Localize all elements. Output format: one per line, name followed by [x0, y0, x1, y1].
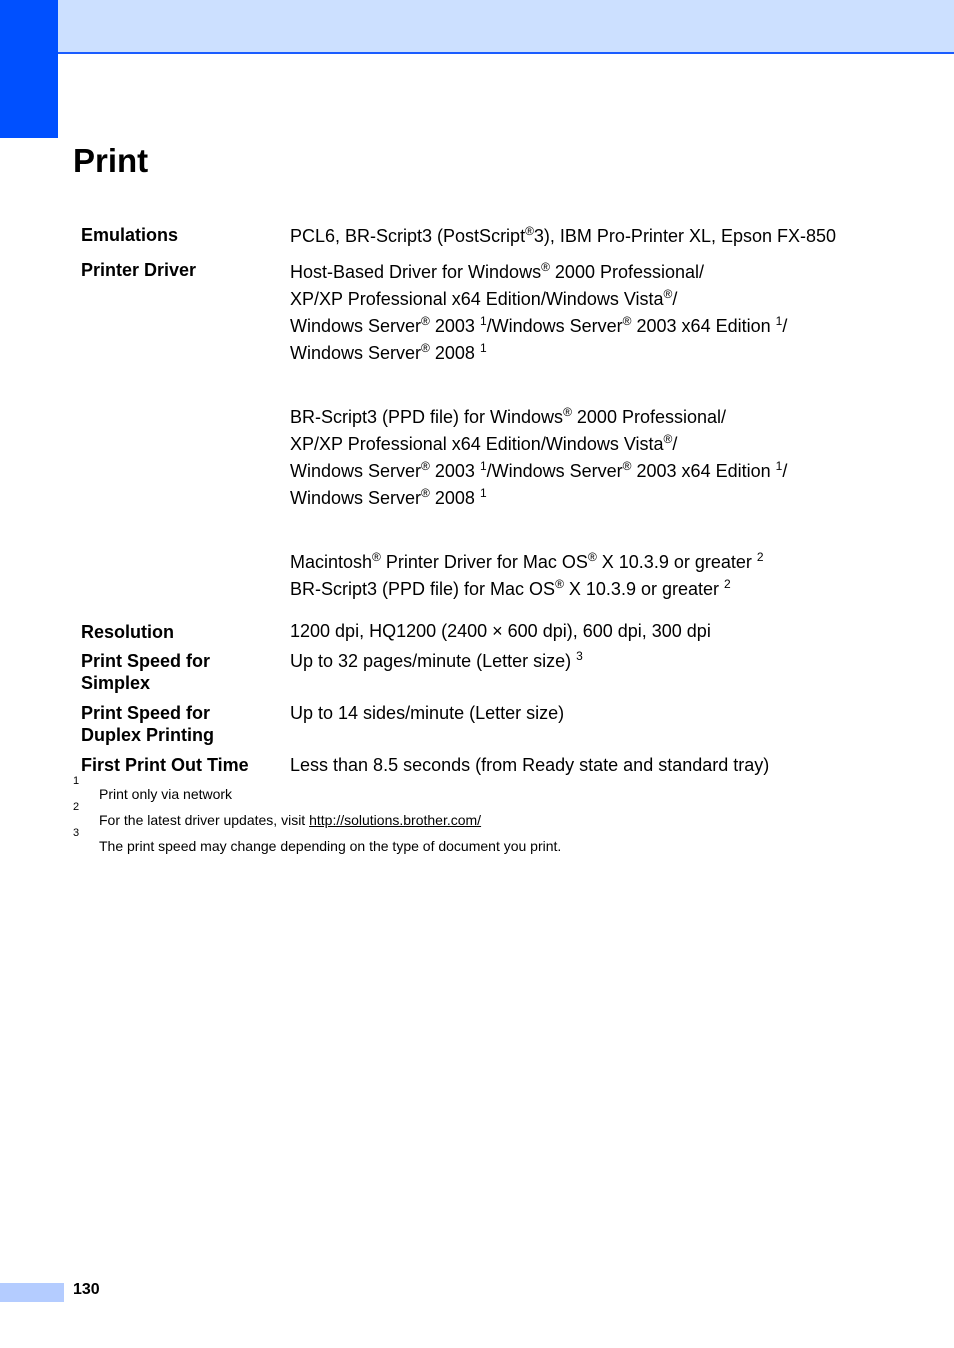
spec-row-emulations: [81, 224, 881, 259]
footnote: [73, 827, 893, 858]
spec-row-speed-duplex: [81, 702, 881, 754]
footnote-text: The print speed may change depending on the type of document you print.: [99, 838, 562, 854]
footnote-text: For the latest driver updates, visit http://solutions.brother.com/: [99, 812, 482, 828]
header-band: [58, 0, 954, 54]
spec-label: Print Speed for Simplex: [81, 651, 211, 693]
chapter-tab: [0, 0, 58, 138]
page-title: Print: [73, 142, 149, 179]
page-number: 130: [73, 1281, 100, 1298]
footnote-number: 3: [73, 827, 80, 839]
driver-group-mac: Macintosh® Printer Driver for Mac OS® X 10.3.9 or greater $^2$ BR-Script3 (PPD file) for Mac OS® X 10.3.9 or greater $^2$: [290, 550, 764, 599]
footnote-number: 1: [73, 775, 80, 787]
spec-table: [81, 224, 881, 784]
spec-label: Resolution: [81, 622, 174, 642]
driver-updates-link[interactable]: http://solutions.brother.com/: [309, 812, 482, 828]
footnote: [73, 775, 893, 806]
spec-value: 1200 dpi, HQ1200 (2400 × 600 dpi), 600 dpi, 300 dpi: [290, 621, 711, 641]
spec-value: Up to 32 pages/minute (Letter size) $^3$: [290, 649, 583, 671]
footnote-text: Print only via network: [99, 786, 233, 802]
footnotes: [73, 775, 893, 858]
driver-group-windows: Host-Based Driver for Windows® 2000 Professional/ XP/XP Professional x64 Edition/Windows Vista®/ Windows Server® 2003 $^1$/Windows Server® 2003 x64 Edition $^1$/ Windows Server® 2008 $^1$: [290, 260, 788, 363]
spec-row-resolution: [81, 621, 881, 650]
spec-label: Print Speed for Duplex Printing: [81, 703, 215, 745]
spec-label: Printer Driver: [81, 260, 197, 280]
spec-value: Less than 8.5 seconds (from Ready state and standard tray): [290, 755, 770, 775]
spec-value: [290, 259, 881, 621]
driver-group-brscript-windows: BR-Script3 (PPD file) for Windows® 2000 Professional/ XP/XP Professional x64 Edition/Windows Vista®/ Windows Server® 2003 $^1$/Windows Server® 2003 x64 Edition $^1$/ Windows Server® 2008 $^1$: [290, 405, 788, 508]
footer-band: [0, 1283, 64, 1302]
spec-row-speed-simplex: [81, 650, 881, 702]
spec-row-printer-driver: [81, 259, 881, 621]
spec-value: Up to 14 sides/minute (Letter size): [290, 703, 565, 723]
spec-label: First Print Out Time: [81, 755, 249, 775]
spec-value: PCL6, BR-Script3 (PostScript®3), IBM Pro-Printer XL, Epson FX-850: [290, 224, 837, 246]
spec-label: Emulations: [81, 225, 179, 245]
footnote-number: 2: [73, 801, 80, 813]
footnote: [73, 801, 893, 832]
